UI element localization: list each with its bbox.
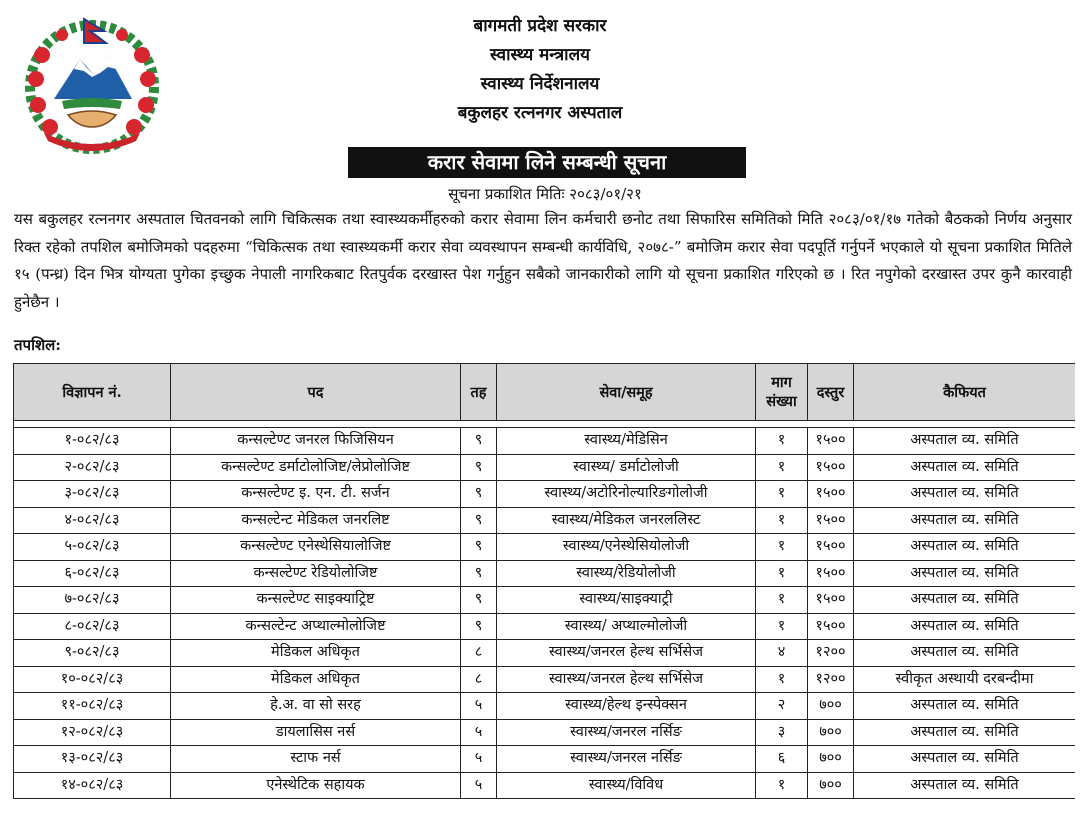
table-row: [14, 587, 1076, 614]
level-cell: ८: [461, 666, 497, 693]
remarks-cell: अस्पताल व्य. समिति: [854, 454, 1076, 481]
table-row: [14, 507, 1076, 534]
remarks-cell: अस्पताल व्य. समिति: [854, 587, 1076, 614]
table-row: [14, 454, 1076, 481]
service-group-cell: स्वास्थ्य/जनरल नर्सिङ: [497, 719, 756, 746]
fee-cell: ७००: [808, 746, 854, 773]
ad-no-cell: ११-०८२/८३: [14, 693, 171, 720]
ministry-title: स्वास्थ्य मन्त्रालय: [490, 45, 590, 65]
demand-count-cell: १: [756, 772, 808, 799]
col-demand-count: [756, 364, 808, 421]
post-cell: कन्सल्टेण्ट साइक्याट्रिष्ट: [171, 587, 461, 614]
ad-no-cell: ७-०८२/८३: [14, 587, 171, 614]
table-spacer-row: [14, 421, 1076, 428]
table-row: [14, 534, 1076, 561]
map-shape: [62, 98, 122, 109]
fee-cell: ७००: [808, 719, 854, 746]
table-row: [14, 481, 1076, 508]
demand-count-cell: १: [756, 666, 808, 693]
remarks-cell: अस्पताल व्य. समिति: [854, 481, 1076, 508]
level-cell: ९: [461, 507, 497, 534]
demand-count-cell: १: [756, 587, 808, 614]
demand-count-cell: १: [756, 428, 808, 455]
post-cell: एनेस्थेटिक सहायक: [171, 772, 461, 799]
table-row: [14, 719, 1076, 746]
level-cell: ५: [461, 772, 497, 799]
ad-no-cell: ५-०८२/८३: [14, 534, 171, 561]
table-row: [14, 772, 1076, 799]
ad-no-cell: १४-०८२/८३: [14, 772, 171, 799]
table-row: [14, 560, 1076, 587]
post-cell: स्टाफ नर्स: [171, 746, 461, 773]
table-row: [14, 693, 1076, 720]
service-group-cell: स्वास्थ्य/जनरल नर्सिङ: [497, 746, 756, 773]
level-cell: ९: [461, 454, 497, 481]
service-group-cell: स्वास्थ्य/विविध: [497, 772, 756, 799]
remarks-cell: अस्पताल व्य. समिति: [854, 428, 1076, 455]
fee-cell: १५००: [808, 560, 854, 587]
table-row: [14, 746, 1076, 773]
post-cell: कन्सल्टेण्ट जनरल फिजिसियन: [171, 428, 461, 455]
col-demand-label-1: माग: [771, 374, 792, 391]
col-fee: दस्तुर: [808, 364, 854, 421]
table-row: [14, 640, 1076, 667]
remarks-cell: अस्पताल व्य. समिति: [854, 613, 1076, 640]
remarks-cell: अस्पताल व्य. समिति: [854, 746, 1076, 773]
mountain-shape: [54, 55, 132, 99]
table-header-row: [14, 364, 1076, 421]
publication-date: सूचना प्रकाशित मितिः २०८३/०१/२१: [448, 185, 642, 203]
remarks-cell: स्वीकृत अस्थायी दरबन्दीमा: [854, 666, 1076, 693]
table-row: [14, 428, 1076, 455]
hospital-title: बकुलहर रत्ननगर अस्पताल: [457, 103, 623, 123]
level-cell: ९: [461, 587, 497, 614]
vacancy-table-container: [13, 363, 1075, 821]
fee-cell: ७००: [808, 772, 854, 799]
post-cell: कन्सल्टेण्ट इ. एन. टी. सर्जन: [171, 481, 461, 508]
level-cell: ९: [461, 613, 497, 640]
remarks-cell: अस्पताल व्य. समिति: [854, 507, 1076, 534]
remarks-cell: अस्पताल व्य. समिति: [854, 693, 1076, 720]
demand-count-cell: १: [756, 534, 808, 561]
remarks-cell: अस्पताल व्य. समिति: [854, 640, 1076, 667]
demand-count-cell: ६: [756, 746, 808, 773]
fee-cell: १२००: [808, 640, 854, 667]
ad-no-cell: २-०८२/८३: [14, 454, 171, 481]
directorate-title: स्वास्थ्य निर्देशनालय: [480, 74, 600, 94]
province-government-title: बागमती प्रदेश सरकार: [473, 16, 607, 36]
post-cell: कन्सल्टेन्ट मेडिकल जनरलिष्ट: [171, 507, 461, 534]
service-group-cell: स्वास्थ्य/एनेस्थेसियोलोजी: [497, 534, 756, 561]
col-demand-label-2: संख्या: [766, 393, 797, 410]
level-cell: ५: [461, 719, 497, 746]
ad-no-cell: ९-०८२/८३: [14, 640, 171, 667]
post-cell: कन्सल्टेन्ट अप्थाल्मोलोजिष्ट: [171, 613, 461, 640]
ad-no-cell: १२-०८२/८३: [14, 719, 171, 746]
service-group-cell: स्वास्थ्य/मेडिकल जनरललिस्ट: [497, 507, 756, 534]
vacancy-table: [13, 363, 1075, 799]
fee-cell: १५००: [808, 428, 854, 455]
fee-cell: १२००: [808, 666, 854, 693]
demand-count-cell: १: [756, 560, 808, 587]
demand-count-cell: १: [756, 613, 808, 640]
post-cell: कन्सल्टेण्ट रेडियोलोजिष्ट: [171, 560, 461, 587]
fee-cell: १५००: [808, 481, 854, 508]
handshake-shape: [68, 111, 116, 127]
table-body: [14, 421, 1076, 799]
demand-count-cell: १: [756, 481, 808, 508]
col-remarks: कैफियत: [854, 364, 1076, 421]
col-post: पद: [171, 364, 461, 421]
service-group-cell: स्वास्थ्य/मेडिसिन: [497, 428, 756, 455]
service-group-cell: स्वास्थ्य/जनरल हेल्थ सर्भिसेज: [497, 666, 756, 693]
level-cell: ९: [461, 534, 497, 561]
remarks-cell: अस्पताल व्य. समिति: [854, 534, 1076, 561]
remarks-cell: अस्पताल व्य. समिति: [854, 719, 1076, 746]
header-block: [300, 12, 780, 128]
table-row: [14, 613, 1076, 640]
post-cell: कन्सल्टेण्ट एनेस्थेसियालोजिष्ट: [171, 534, 461, 561]
ad-no-cell: १०-०८२/८३: [14, 666, 171, 693]
demand-count-cell: ३: [756, 719, 808, 746]
fee-cell: १५००: [808, 507, 854, 534]
post-cell: मेडिकल अधिकृत: [171, 640, 461, 667]
service-group-cell: स्वास्थ्य/ अप्थाल्मोलोजी: [497, 613, 756, 640]
ad-no-cell: ८-०८२/८३: [14, 613, 171, 640]
level-cell: ५: [461, 693, 497, 720]
fee-cell: १५००: [808, 587, 854, 614]
col-service-group: सेवा/समूह: [497, 364, 756, 421]
ad-no-cell: ४-०८२/८३: [14, 507, 171, 534]
fee-cell: १५००: [808, 613, 854, 640]
service-group-cell: स्वास्थ्य/ डर्माटोलोजी: [497, 454, 756, 481]
ad-no-cell: ३-०८२/८३: [14, 481, 171, 508]
details-label: तपशिल:: [14, 336, 61, 354]
level-cell: ५: [461, 746, 497, 773]
fee-cell: ७००: [808, 693, 854, 720]
level-cell: ९: [461, 428, 497, 455]
post-cell: कन्सल्टेण्ट डर्माटोलोजिष्ट/लेप्रोलोजिष्ट: [171, 454, 461, 481]
ad-no-cell: ६-०८२/८३: [14, 560, 171, 587]
fee-cell: १५००: [808, 534, 854, 561]
ad-no-cell: १-०८२/८३: [14, 428, 171, 455]
service-group-cell: स्वास्थ्य/अटोरिनोल्यारिङगोलोजी: [497, 481, 756, 508]
table-row: [14, 666, 1076, 693]
level-cell: ९: [461, 560, 497, 587]
level-cell: ८: [461, 640, 497, 667]
post-cell: डायलासिस नर्स: [171, 719, 461, 746]
remarks-cell: अस्पताल व्य. समिति: [854, 560, 1076, 587]
fee-cell: १५००: [808, 454, 854, 481]
ad-no-cell: १३-०८२/८३: [14, 746, 171, 773]
demand-count-cell: २: [756, 693, 808, 720]
service-group-cell: स्वास्थ्य/हेल्थ इन्स्पेक्सन: [497, 693, 756, 720]
notice-banner: करार सेवामा लिने सम्बन्धी सूचना: [348, 147, 746, 178]
level-cell: ९: [461, 481, 497, 508]
col-ad-no: विज्ञापन नं.: [14, 364, 171, 421]
service-group-cell: स्वास्थ्य/साइक्याट्री: [497, 587, 756, 614]
post-cell: हे.अ. वा सो सरह: [171, 693, 461, 720]
service-group-cell: स्वास्थ्य/रेडियोलोजी: [497, 560, 756, 587]
notice-body-text: यस बकुलहर रत्ननगर अस्पताल चितवनको लागि चिकित्सक तथा स्वास्थ्यकर्मीहरुको करार सेवामा लिन कर्मचारी छनोट तथा सिफारिस समितिको मिति २०८३/०१/१७ गतेको बैठकको निर्णय अनुसार रिक्त रहेको तपशिल बमोजिमको पदहरुमा “चिकित्सक तथा स्वास्थ्यकर्मी करार सेवा व्यवस्थापन सम्बन्धी कार्यविधि, २०७८-” बमोजिम करार सेवा पदपूर्ति गर्नुपर्ने भएकाले यो सूचना प्रकाशित मितिले १५ (पन्ध्र) दिन भित्र योग्यता पुगेका इच्छुक नेपाली नागरिकबाट रितपुर्वक दरखास्त पेश गर्नुहुन सबैको जानकारीको लागि यो सूचना प्रकाशित गरिएको छ । रित नपुगेको दरखास्त उपर कुनै कारवाही हुनेछैन ।: [14, 210, 1072, 311]
remarks-cell: अस्पताल व्य. समिति: [854, 772, 1076, 799]
service-group-cell: स्वास्थ्य/जनरल हेल्थ सर्भिसेज: [497, 640, 756, 667]
post-cell: मेडिकल अधिकृत: [171, 666, 461, 693]
col-level: तह: [461, 364, 497, 421]
demand-count-cell: ४: [756, 640, 808, 667]
demand-count-cell: १: [756, 454, 808, 481]
nepal-emblem-icon: [22, 15, 162, 157]
demand-count-cell: १: [756, 507, 808, 534]
